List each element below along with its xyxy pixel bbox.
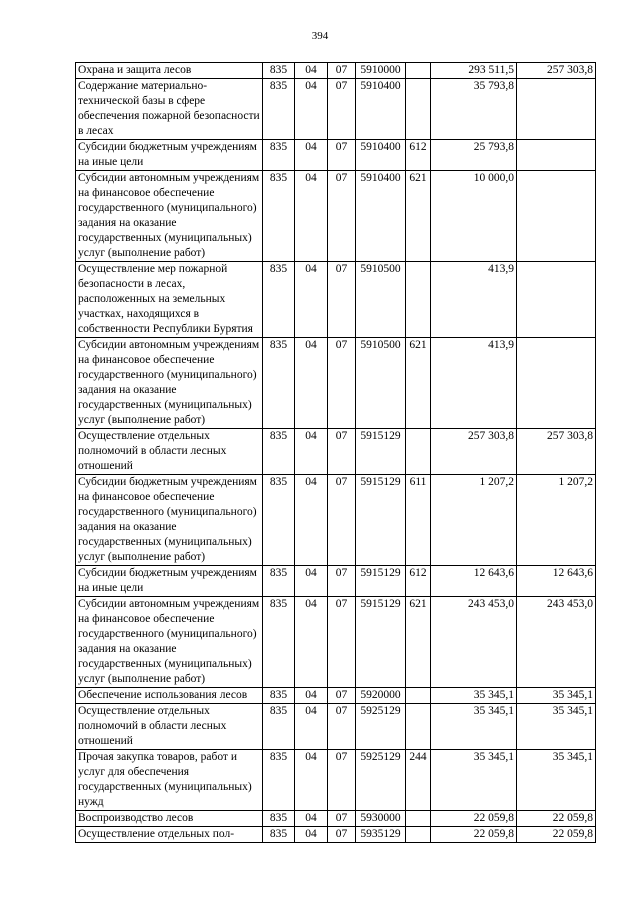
row-amount-2 [517, 79, 596, 140]
row-amount-1: 1 207,2 [431, 475, 517, 566]
row-target-code: 5910400 [356, 140, 406, 171]
row-ved-code: 835 [263, 566, 295, 597]
row-amount-2: 257 303,8 [517, 63, 596, 79]
row-ved-code: 835 [263, 429, 295, 475]
row-amount-2: 35 345,1 [517, 704, 596, 750]
row-subsection-code: 07 [328, 597, 356, 688]
row-section-code: 04 [295, 811, 328, 827]
row-target-code: 5925129 [356, 750, 406, 811]
row-name: Содержание материально-технической базы в сфере обеспечения пожарной безопасности в лесах [76, 79, 263, 140]
row-expense-type [406, 79, 431, 140]
table-row [76, 171, 596, 262]
row-amount-2 [517, 171, 596, 262]
row-subsection-code: 07 [328, 79, 356, 140]
row-amount-1: 12 643,6 [431, 566, 517, 597]
row-amount-1: 35 345,1 [431, 750, 517, 811]
row-subsection-code: 07 [328, 171, 356, 262]
row-amount-2: 257 303,8 [517, 429, 596, 475]
table-row [76, 750, 596, 811]
row-amount-2: 35 345,1 [517, 688, 596, 704]
row-section-code: 04 [295, 475, 328, 566]
row-name: Охрана и защита лесов [76, 63, 263, 79]
row-section-code: 04 [295, 171, 328, 262]
row-name: Субсидии автономным учреждениям на финансовое обеспечение государственного (муниципального) задания на оказание государственных (муниципальных) услуг (выполнение работ) [76, 171, 263, 262]
row-name: Осуществление отдельных полномочий в области лесных отношений [76, 704, 263, 750]
row-amount-2 [517, 140, 596, 171]
table-row [76, 704, 596, 750]
table-body [76, 63, 596, 843]
page-number: 394 [311, 30, 329, 42]
row-amount-2: 243 453,0 [517, 597, 596, 688]
row-name: Субсидии бюджетным учреждениям на финансовое обеспечение государственного (муниципального) задания на оказание государственных (муниципальных) услуг (выполнение работ) [76, 475, 263, 566]
table-row [76, 262, 596, 338]
row-name: Осуществление мер пожарной безопасности в лесах, расположенных на земельных участках, находящихся в собственности Республики Бурятия [76, 262, 263, 338]
table-row [76, 827, 596, 843]
budget-table [75, 62, 596, 843]
row-amount-2 [517, 338, 596, 429]
row-section-code: 04 [295, 262, 328, 338]
row-expense-type: 612 [406, 566, 431, 597]
row-subsection-code: 07 [328, 338, 356, 429]
row-name: Воспроизводство лесов [76, 811, 263, 827]
row-target-code: 5920000 [356, 688, 406, 704]
row-target-code: 5910400 [356, 171, 406, 262]
row-name: Субсидии бюджетным учреждениям на иные цели [76, 140, 263, 171]
row-ved-code: 835 [263, 688, 295, 704]
row-subsection-code: 07 [328, 429, 356, 475]
row-name: Субсидии автономным учреждениям на финансовое обеспечение государственного (муниципального) задания на оказание государственных (муниципальных) услуг (выполнение работ) [76, 597, 263, 688]
row-ved-code: 835 [263, 811, 295, 827]
row-name: Субсидии автономным учреждениям на финансовое обеспечение государственного (муниципального) задания на оказание государственных (муниципальных) услуг (выполнение работ) [76, 338, 263, 429]
row-amount-2: 22 059,8 [517, 827, 596, 843]
row-expense-type [406, 704, 431, 750]
row-target-code: 5910400 [356, 79, 406, 140]
row-amount-2: 35 345,1 [517, 750, 596, 811]
row-expense-type [406, 811, 431, 827]
row-section-code: 04 [295, 827, 328, 843]
row-ved-code: 835 [263, 750, 295, 811]
row-ved-code: 835 [263, 827, 295, 843]
row-amount-1: 413,9 [431, 338, 517, 429]
row-amount-1: 22 059,8 [431, 827, 517, 843]
row-ved-code: 835 [263, 597, 295, 688]
table-row [76, 566, 596, 597]
row-section-code: 04 [295, 704, 328, 750]
row-section-code: 04 [295, 566, 328, 597]
row-amount-2: 22 059,8 [517, 811, 596, 827]
row-target-code: 5910500 [356, 262, 406, 338]
row-target-code: 5915129 [356, 475, 406, 566]
row-ved-code: 835 [263, 79, 295, 140]
table-row [76, 811, 596, 827]
row-amount-1: 293 511,5 [431, 63, 517, 79]
row-expense-type [406, 688, 431, 704]
row-amount-2: 1 207,2 [517, 475, 596, 566]
row-expense-type: 244 [406, 750, 431, 811]
row-ved-code: 835 [263, 171, 295, 262]
row-subsection-code: 07 [328, 475, 356, 566]
row-ved-code: 835 [263, 140, 295, 171]
row-name: Осуществление отдельных полномочий в области лесных отношений [76, 429, 263, 475]
table-row [76, 475, 596, 566]
row-expense-type [406, 827, 431, 843]
table-row [76, 429, 596, 475]
row-section-code: 04 [295, 63, 328, 79]
row-target-code: 5915129 [356, 429, 406, 475]
row-expense-type: 621 [406, 338, 431, 429]
row-section-code: 04 [295, 597, 328, 688]
row-amount-1: 22 059,8 [431, 811, 517, 827]
table-row [76, 79, 596, 140]
row-subsection-code: 07 [328, 140, 356, 171]
row-section-code: 04 [295, 140, 328, 171]
row-target-code: 5915129 [356, 597, 406, 688]
row-section-code: 04 [295, 688, 328, 704]
table-row [76, 338, 596, 429]
row-ved-code: 835 [263, 475, 295, 566]
row-subsection-code: 07 [328, 63, 356, 79]
row-amount-1: 10 000,0 [431, 171, 517, 262]
row-section-code: 04 [295, 79, 328, 140]
row-amount-1: 243 453,0 [431, 597, 517, 688]
row-expense-type: 621 [406, 597, 431, 688]
row-subsection-code: 07 [328, 566, 356, 597]
table-row [76, 63, 596, 79]
row-amount-1: 35 345,1 [431, 704, 517, 750]
row-target-code: 5925129 [356, 704, 406, 750]
row-expense-type [406, 429, 431, 475]
row-section-code: 04 [295, 338, 328, 429]
table-row [76, 140, 596, 171]
row-subsection-code: 07 [328, 827, 356, 843]
row-subsection-code: 07 [328, 750, 356, 811]
row-name: Осуществление отдельных пол- [76, 827, 263, 843]
row-expense-type [406, 262, 431, 338]
row-ved-code: 835 [263, 262, 295, 338]
row-expense-type: 611 [406, 475, 431, 566]
row-target-code: 5930000 [356, 811, 406, 827]
row-target-code: 5915129 [356, 566, 406, 597]
table-row [76, 597, 596, 688]
row-ved-code: 835 [263, 704, 295, 750]
row-subsection-code: 07 [328, 262, 356, 338]
row-subsection-code: 07 [328, 811, 356, 827]
row-expense-type: 612 [406, 140, 431, 171]
row-amount-2: 12 643,6 [517, 566, 596, 597]
row-amount-1: 35 345,1 [431, 688, 517, 704]
row-expense-type [406, 63, 431, 79]
row-amount-2 [517, 262, 596, 338]
row-target-code: 5935129 [356, 827, 406, 843]
row-ved-code: 835 [263, 63, 295, 79]
row-amount-1: 257 303,8 [431, 429, 517, 475]
row-subsection-code: 07 [328, 704, 356, 750]
row-ved-code: 835 [263, 338, 295, 429]
row-target-code: 5910000 [356, 63, 406, 79]
table-row [76, 688, 596, 704]
row-section-code: 04 [295, 750, 328, 811]
row-name: Субсидии бюджетным учреждениям на иные цели [76, 566, 263, 597]
row-amount-1: 35 793,8 [431, 79, 517, 140]
row-name: Прочая закупка товаров, работ и услуг для обеспечения государственных (муниципальных) нужд [76, 750, 263, 811]
row-name: Обеспечение использования лесов [76, 688, 263, 704]
row-expense-type: 621 [406, 171, 431, 262]
row-amount-1: 413,9 [431, 262, 517, 338]
row-target-code: 5910500 [356, 338, 406, 429]
row-subsection-code: 07 [328, 688, 356, 704]
row-section-code: 04 [295, 429, 328, 475]
row-amount-1: 25 793,8 [431, 140, 517, 171]
